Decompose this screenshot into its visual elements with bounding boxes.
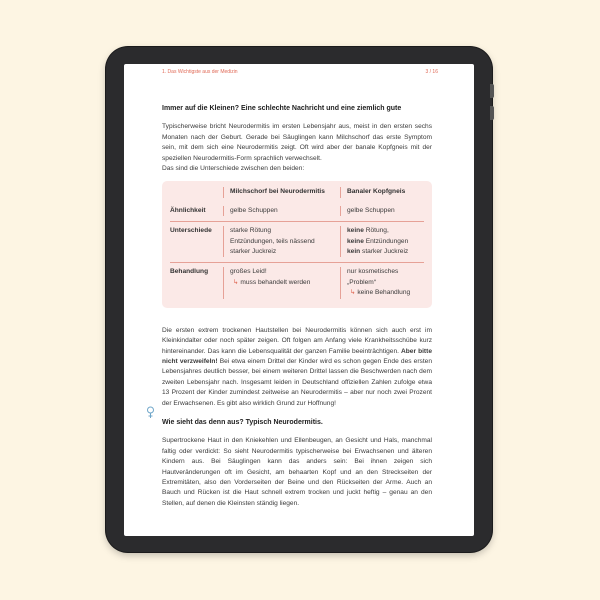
table-header-col1: Milchschorf bei Neurodermitis	[223, 187, 340, 197]
tablet-side-button	[490, 84, 494, 98]
section-heading: Wie sieht das denn aus? Typisch Neurodermitis.	[162, 418, 323, 426]
emphasis: Aber bitte nicht verzweifeln!	[162, 347, 432, 365]
comparison-table	[162, 181, 432, 307]
tablet-side-button	[490, 106, 494, 120]
table-cell: gelbe Schuppen	[347, 206, 395, 214]
page-header	[162, 69, 438, 79]
return-arrow-icon: ↳	[350, 289, 356, 297]
row-label: Ähnlichkeit	[170, 206, 206, 214]
highlight-note-icon[interactable]	[146, 406, 155, 419]
table-cell: muss behandelt werden	[240, 278, 311, 286]
return-arrow-icon: ↳	[233, 278, 239, 286]
table-row	[170, 221, 424, 262]
table-corner	[170, 187, 223, 197]
emphasis: kein	[347, 248, 361, 256]
row-label: Behandlung	[170, 268, 209, 276]
page-number: 3 / 16	[425, 69, 438, 75]
table-cell: starker Juckreiz	[230, 248, 277, 256]
table-cell: Entzündungen	[363, 237, 409, 245]
table-cell: keine Behandlung	[357, 289, 411, 297]
table-cell: gelbe Schuppen	[230, 206, 278, 214]
emphasis: keine	[347, 237, 364, 245]
table-cell: großes Leid!	[230, 268, 267, 276]
paragraph: Typischerweise bricht Neurodermitis im ersten Lebensjahr aus, meist in den ersten sechs Monaten nach der Geburt. Gerade bei Säuglingen kann Milchschorf das erste Symptom sein, mit dem sich eine Neurodermitis zeigt. Oft wird aber der banale Kopfgneis mit der speziellen Neurodermitis-Form sprachlich verwechselt.	[162, 123, 432, 162]
section-heading: Immer auf die Kleinen? Eine schlechte Nachricht und eine ziemlich gute	[162, 105, 402, 112]
paragraph: Supertrockene Haut in den Kniekehlen und Ellenbeugen, an Gesicht und Hals, manchmal faltig oder verdickt: So sieht Neurodermitis typischerweise bei Erwachsenen und älteren Kindern aus. Bei Säuglingen kann das anders sein: Bei ihnen zeigen sich Hautveränderungen oft im Gesicht, am behaarten Kopf und an den Streckseiten der Extremitäten, also den Vorderseiten der Beine und den Rückseiten der Arme. Auch an Bauch und Rücken ist die Haut schnell extrem trocken und juckt heftig – genau an den Stellen, auf denen die Kleinsten ständig liegen.	[162, 437, 432, 507]
paragraph: Das sind die Unterschiede zwischen den beiden:	[162, 165, 305, 173]
table-header-col2: Banaler Kopfgneis	[340, 187, 424, 197]
table-cell: nur kosmetisches „Problem“	[347, 268, 399, 286]
emphasis: keine	[347, 227, 364, 235]
table-cell: Entzündungen, teils nässend	[230, 237, 315, 245]
ebook-screen[interactable]	[124, 64, 474, 536]
table-cell: Rötung,	[363, 227, 389, 235]
table-cell: starker Juckreiz	[360, 248, 409, 256]
page-content	[162, 104, 432, 509]
table-row	[170, 262, 424, 303]
paragraph	[162, 326, 432, 409]
paragraph-text: Bei etwa einem Drittel der Kinder wird es schon gegen Ende des ersten Lebensjahres deutlich besser, bei einem weiteren Drittel lassen die Beschwerden nach dem zweiten Lebensjahr nach. Insgesamt leiden in Deutschland offiziellen Zahlen zufolge etwa 13 Prozent der Kinder zumindest zeitweise an Neurodermitis – aber nur noch zwei Prozent der Erwachsenen. Es gibt also wirklich Grund zur Hoffnung!	[162, 357, 432, 407]
chapter-title: 1. Das Wichtigste aus der Medizin	[162, 69, 238, 75]
table-cell: starke Rötung	[230, 227, 272, 235]
table-row	[170, 202, 424, 221]
row-label: Unterschiede	[170, 227, 212, 235]
paragraph-text: Die ersten extrem trockenen Hautstellen bei Neurodermitis können sich auch erst im Kleinkindalter oder noch später zeigen. Oft folgen am Anfang viele Krankheitsschübe kurz hintereinander. Das kann die Lebensqualität der ganzen Familie beeinträchtigen.	[162, 326, 432, 355]
